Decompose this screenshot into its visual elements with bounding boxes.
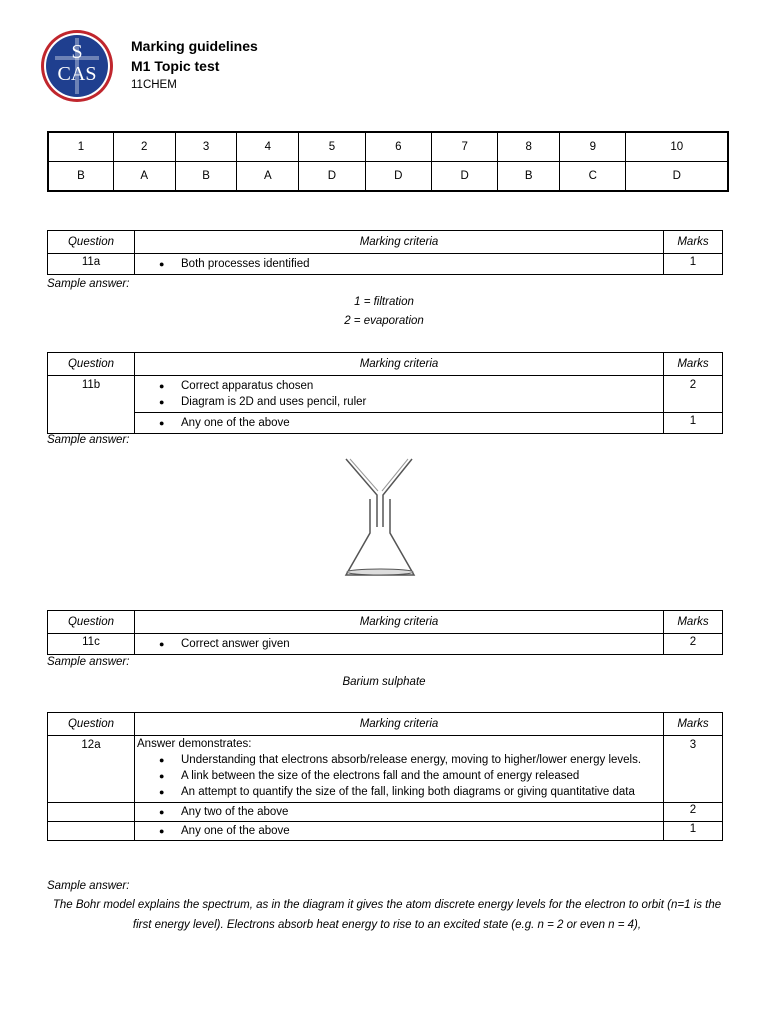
criteria-cell: [135, 822, 664, 841]
answer-letter: D: [626, 162, 728, 192]
criteria-cell: [135, 736, 664, 803]
criteria-table-11a: [47, 230, 723, 275]
criteria-header: Marking criteria: [135, 353, 664, 376]
criterion-item: ● An attempt to quantify the size of the fall, linking both diagrams or giving quantitative data: [159, 784, 663, 800]
criteria-header-row: [48, 713, 723, 736]
sample-answer-line: Barium sulphate: [342, 676, 426, 688]
question-number: 4: [237, 132, 299, 162]
criteria-row: [48, 803, 723, 822]
criterion-item: ● Any one of the above: [159, 823, 663, 839]
question-number: 8: [498, 132, 560, 162]
question-number: 2: [113, 132, 175, 162]
sample-answer-label: Sample answer:: [47, 434, 130, 446]
question-header: Question: [48, 353, 135, 376]
question-header: Question: [48, 611, 135, 634]
sample-answer-label: Sample answer:: [47, 278, 130, 290]
question-id-empty: [48, 822, 135, 841]
answer-letter: C: [560, 162, 626, 192]
filtration-flask-diagram: [340, 455, 420, 585]
answer-letter: A: [113, 162, 175, 192]
criteria-cell: [135, 376, 664, 413]
question-id: 11c: [48, 634, 135, 655]
question-number: 5: [299, 132, 365, 162]
criteria-header-row: [48, 353, 723, 376]
course-code: 11CHEM: [131, 79, 177, 91]
question-id-empty: [48, 803, 135, 822]
answer-letter: B: [48, 162, 113, 192]
criteria-table-12a: [47, 712, 723, 841]
question-number: 3: [175, 132, 237, 162]
question-id: 11a: [48, 254, 135, 275]
criterion-item: ● Any one of the above: [159, 415, 663, 431]
criteria-table-11b: [47, 352, 723, 434]
answer-letter: D: [365, 162, 431, 192]
criteria-row: [48, 254, 723, 275]
criteria-row: [48, 736, 723, 803]
criterion-item: ● Correct answer given: [159, 636, 663, 652]
criteria-header-row: [48, 231, 723, 254]
sample-answer-line: 1 = filtration: [354, 296, 414, 308]
question-id: 12a: [48, 736, 135, 803]
answer-key-table: [47, 131, 729, 192]
mark-value: 1: [664, 254, 723, 275]
criteria-table-11c: [47, 610, 723, 655]
answer-letter: B: [175, 162, 237, 192]
sample-answer-paragraph: The Bohr model explains the spectrum, as in the diagram it gives the atom discrete energy levels for the electron to orbit (n=1 is the first energy level). Electrons absorb heat energy to rise to an excited state (e.g. n = 2 or even n = 4),: [52, 899, 722, 931]
criteria-header-row: [48, 611, 723, 634]
question-number: 7: [431, 132, 497, 162]
criteria-row: [48, 413, 723, 434]
marks-header: Marks: [664, 231, 723, 254]
answer-letter: D: [299, 162, 365, 192]
marks-header: Marks: [664, 611, 723, 634]
question-header: Question: [48, 231, 135, 254]
svg-text:S: S: [71, 41, 83, 63]
criteria-intro: Answer demonstrates:: [137, 738, 252, 750]
question-header: Question: [48, 713, 135, 736]
sample-answer-label: Sample answer:: [47, 656, 130, 668]
answer-letter: D: [431, 162, 497, 192]
criteria-row: [48, 634, 723, 655]
question-number: 1: [48, 132, 113, 162]
criterion-item: ● Any two of the above: [159, 804, 663, 820]
criteria-row: [48, 822, 723, 841]
doc-title: Marking guidelines: [131, 38, 258, 54]
criterion-item: ● Both processes identified: [159, 256, 663, 272]
question-id: 11b: [48, 376, 135, 434]
marks-header: Marks: [664, 713, 723, 736]
answer-key-answers: [48, 162, 728, 192]
answer-letter: A: [237, 162, 299, 192]
school-logo: [39, 28, 115, 104]
mark-value: 1: [664, 822, 723, 841]
criteria-cell: [135, 254, 664, 275]
question-number: 10: [626, 132, 728, 162]
criteria-header: Marking criteria: [135, 713, 664, 736]
answer-letter: B: [498, 162, 560, 192]
mark-value: 2: [664, 634, 723, 655]
criterion-item: ● Diagram is 2D and uses pencil, ruler: [159, 394, 663, 410]
sample-answer-line: 2 = evaporation: [344, 315, 424, 327]
marks-header: Marks: [664, 353, 723, 376]
criterion-item: ● A link between the size of the electrons fall and the amount of energy released: [159, 768, 663, 784]
mark-value: 2: [664, 803, 723, 822]
mark-value: 3: [664, 736, 723, 803]
criteria-cell: [135, 803, 664, 822]
question-number: 6: [365, 132, 431, 162]
mark-value: 2: [664, 376, 723, 413]
criteria-row: [48, 376, 723, 413]
answer-key-questions: [48, 132, 728, 162]
criteria-header: Marking criteria: [135, 611, 664, 634]
criteria-cell: [135, 413, 664, 434]
criterion-item: ● Correct apparatus chosen: [159, 378, 663, 394]
document-header: [131, 37, 258, 93]
criteria-cell: [135, 634, 664, 655]
question-number: 9: [560, 132, 626, 162]
criterion-item: ● Understanding that electrons absorb/release energy, moving to higher/lower energy levels.: [159, 752, 663, 768]
sample-answer-label: Sample answer:: [47, 880, 130, 892]
mark-value: 1: [664, 413, 723, 434]
svg-text:CAS: CAS: [57, 63, 97, 85]
doc-subtitle: M1 Topic test: [131, 58, 220, 74]
criteria-header: Marking criteria: [135, 231, 664, 254]
